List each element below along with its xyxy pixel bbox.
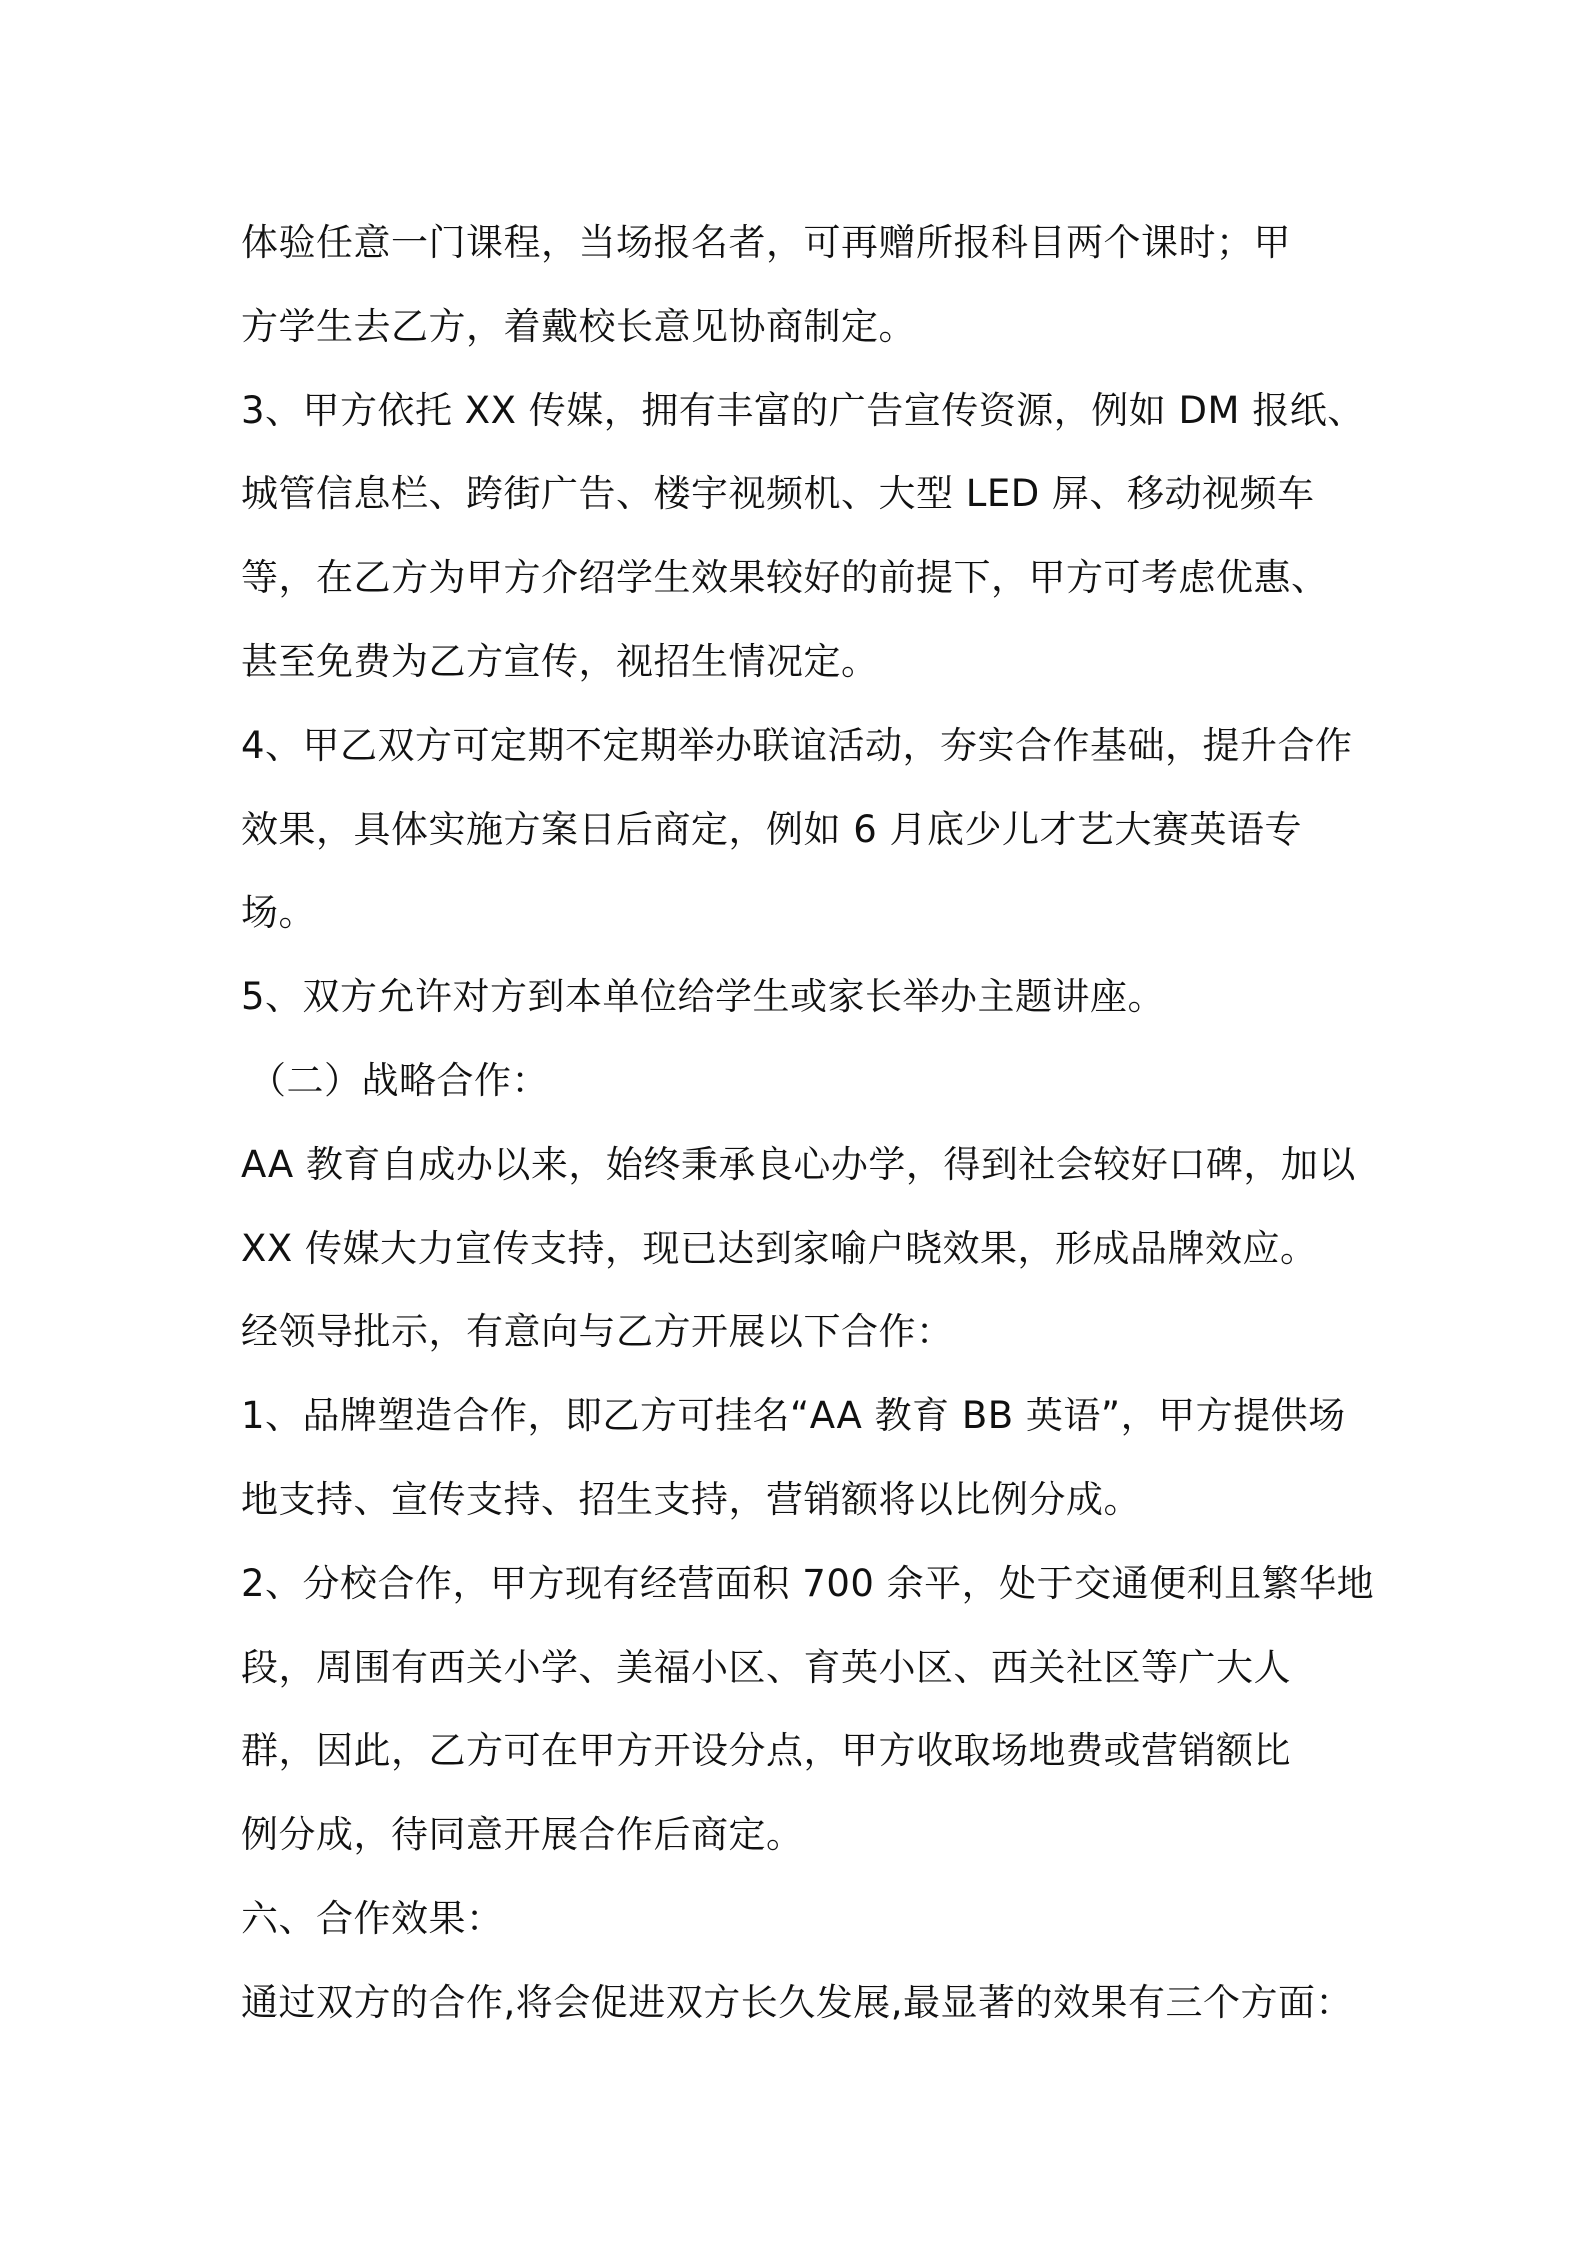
text-line: 1、品牌塑造合作，即乙方可挂名“AA 教育 BB 英语”，甲方提供场 <box>241 1394 1346 1438</box>
text-line: 等，在乙方为甲方介绍学生效果较好的前提下，甲方可考虑优惠、 <box>241 556 1329 600</box>
section-heading: 六、合作效果： <box>241 1896 504 1940</box>
document-body <box>241 201 1375 2045</box>
text-line: 场。 <box>241 891 316 935</box>
text-line: 段，周围有西关小学、美福小区、育英小区、西关社区等广大人 <box>241 1645 1291 1689</box>
text-line: 群，因此，乙方可在甲方开设分点，甲方收取场地费或营销额比 <box>241 1729 1291 1773</box>
text-line: XX 传媒大力宣传支持，现已达到家喻户晓效果，形成品牌效应。 <box>241 1226 1318 1270</box>
text-line: 甚至免费为乙方宣传，视招生情况定。 <box>241 639 879 683</box>
text-line: 5、双方允许对方到本单位给学生或家长举办主题讲座。 <box>241 975 1166 1019</box>
text-line: 经领导批示，有意向与乙方开展以下合作： <box>241 1310 954 1354</box>
section-heading: （二）战略合作： <box>249 1058 549 1102</box>
text-line: 2、分校合作，甲方现有经营面积 700 余平，处于交通便利且繁华地 <box>241 1561 1375 1605</box>
text-line: 例分成，待同意开展合作后商定。 <box>241 1813 804 1857</box>
text-line: 城管信息栏、跨街广告、楼宇视频机、大型 LED 屏、移动视频车 <box>241 472 1315 516</box>
text-line: 3、甲方依托 XX 传媒，拥有丰富的广告宣传资源，例如 DM 报纸、 <box>241 388 1365 432</box>
text-line: 通过双方的合作,将会促进双方长久发展,最显著的效果有三个方面： <box>241 1980 1354 2024</box>
text-line: 效果，具体实施方案日后商定，例如 6 月底少儿才艺大赛英语专 <box>241 807 1303 851</box>
text-line: 地支持、宣传支持、招生支持，营销额将以比例分成。 <box>241 1477 1141 1521</box>
text-line: 体验任意一门课程，当场报名者，可再赠所报科目两个课时；甲 <box>241 221 1291 264</box>
text-line: 4、甲乙双方可定期不定期举办联谊活动，夯实合作基础，提升合作 <box>241 723 1353 767</box>
text-line: AA 教育自成办以来，始终秉承良心办学，得到社会较好口碑，加以 <box>241 1142 1356 1186</box>
text-line: 方学生去乙方，着戴校长意见协商制定。 <box>241 304 916 348</box>
